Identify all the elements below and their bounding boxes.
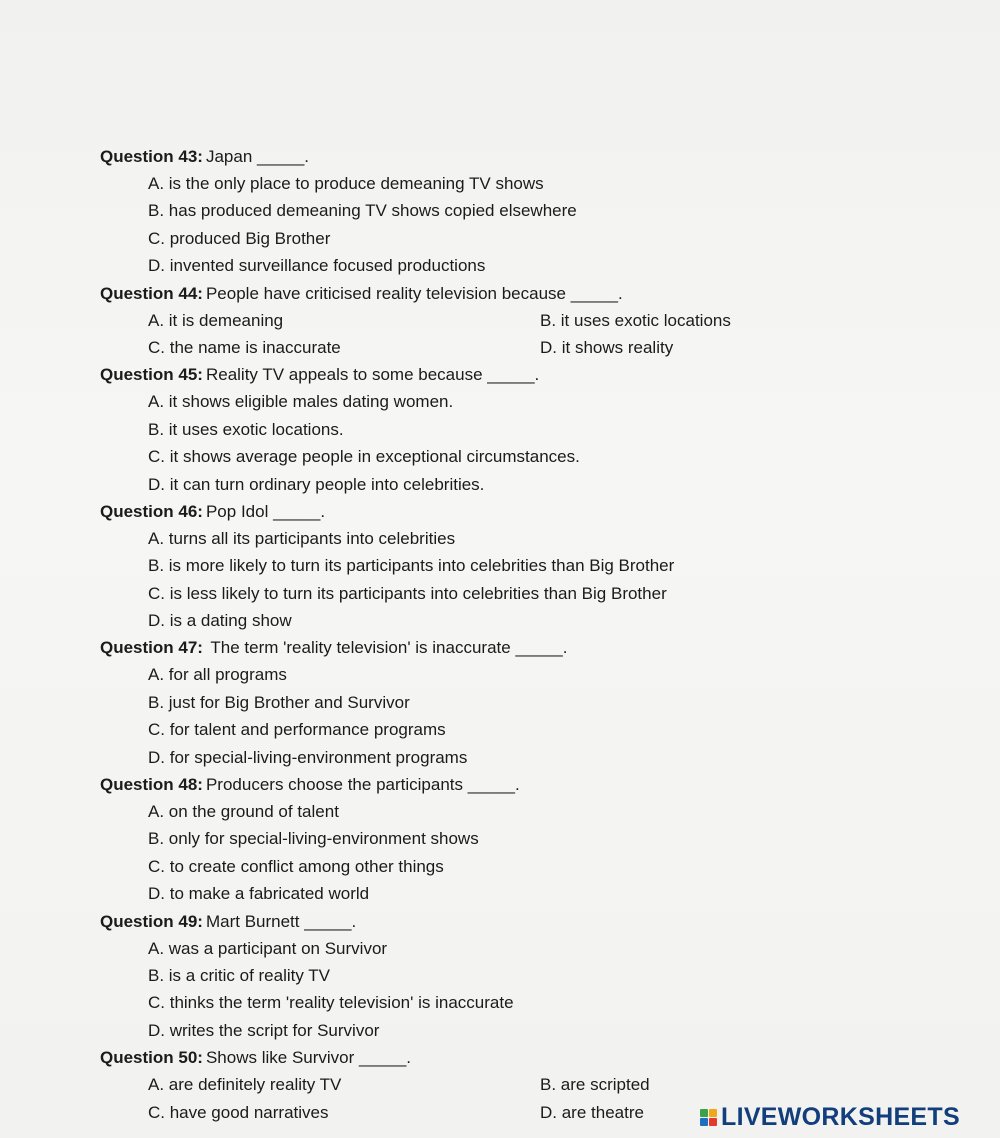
question-45 <box>100 361 980 498</box>
question-stem: Japan _____. <box>205 147 310 166</box>
answer-option: D. writes the script for Survivor <box>148 1020 380 1040</box>
question-label: Question 43: <box>100 147 203 166</box>
answer-option: D. invented surveillance focused productions <box>148 256 486 276</box>
answer-option: A. are definitely reality TV <box>148 1075 342 1095</box>
question-label: Question 47: <box>100 638 203 658</box>
answer-option: B. are scripted <box>540 1075 650 1095</box>
question-49 <box>100 908 980 1045</box>
answer-option: D. for special-living-environment programs <box>148 747 468 767</box>
answer-option: C. is less likely to turn its participants into celebrities than Big Brother <box>148 583 667 603</box>
answer-option: D. to make a fabricated world <box>148 884 370 904</box>
answer-options <box>100 935 980 1045</box>
question-heading <box>100 498 980 525</box>
answer-option: B. has produced demeaning TV shows copied elsewhere <box>148 201 577 221</box>
question-heading <box>100 634 980 661</box>
answer-options <box>100 170 980 280</box>
answer-options <box>100 307 980 362</box>
answer-options <box>100 798 980 908</box>
question-heading <box>100 280 980 307</box>
liveworksheets-logo[interactable] <box>700 1101 960 1133</box>
question-43 <box>100 143 980 280</box>
question-list <box>100 143 980 1126</box>
answer-option: A. it shows eligible males dating women. <box>148 392 454 412</box>
answer-options <box>100 388 980 498</box>
answer-option: C. to create conflict among other things <box>148 856 444 876</box>
question-heading <box>100 1044 980 1071</box>
answer-option: C. thinks the term 'reality television' is inaccurate <box>148 993 514 1013</box>
question-47 <box>100 634 980 771</box>
question-stem: Shows like Survivor _____. <box>205 1048 412 1068</box>
question-stem: Producers choose the participants _____. <box>205 775 520 795</box>
answer-option: B. it uses exotic locations <box>540 310 731 330</box>
liveworksheets-logo-icon <box>700 1109 717 1126</box>
question-stem: Mart Burnett _____. <box>205 911 357 931</box>
question-stem: Reality TV appeals to some because _____. <box>205 365 540 385</box>
question-stem: People have criticised reality television because _____. <box>205 283 623 303</box>
answer-option: A. for all programs <box>148 665 287 685</box>
answer-option: C. the name is inaccurate <box>148 337 341 357</box>
answer-option: A. turns all its participants into celebrities <box>148 528 456 548</box>
answer-option: D. it can turn ordinary people into celebrities. <box>148 474 485 494</box>
answer-option: C. it shows average people in exceptional circumstances. <box>148 447 580 467</box>
logo-text: LIVEWORKSHEETS <box>721 1102 960 1131</box>
question-heading <box>100 361 980 388</box>
question-heading <box>100 143 980 170</box>
answer-option: D. it shows reality <box>540 337 674 357</box>
answer-options <box>100 661 980 771</box>
question-stem: The term 'reality television' is inaccurate _____. <box>205 638 568 658</box>
answer-option: B. is a critic of reality TV <box>148 965 331 985</box>
answer-options <box>100 525 980 635</box>
question-label: Question 45: <box>100 365 203 385</box>
answer-option: C. for talent and performance programs <box>148 720 446 740</box>
question-48 <box>100 771 980 908</box>
question-label: Question 44: <box>100 283 203 303</box>
answer-option: B. is more likely to turn its participants into celebrities than Big Brother <box>148 556 675 576</box>
question-label: Question 49: <box>100 911 203 931</box>
answer-option: A. is the only place to produce demeaning TV shows <box>148 174 544 193</box>
answer-option: B. it uses exotic locations. <box>148 419 344 439</box>
question-heading <box>100 771 980 798</box>
question-label: Question 48: <box>100 775 203 795</box>
question-label: Question 50: <box>100 1048 203 1068</box>
answer-option: B. only for special-living-environment shows <box>148 829 479 849</box>
answer-option: A. was a participant on Survivor <box>148 938 388 958</box>
question-label: Question 46: <box>100 501 203 521</box>
answer-option: D. is a dating show <box>148 611 292 631</box>
answer-option: A. it is demeaning <box>148 310 284 330</box>
question-stem: Pop Idol _____. <box>205 501 326 521</box>
answer-option: B. just for Big Brother and Survivor <box>148 692 410 712</box>
answer-option: C. have good narratives <box>148 1102 329 1122</box>
question-heading <box>100 908 980 935</box>
answer-option: A. on the ground of talent <box>148 802 339 822</box>
answer-option: D. are theatre <box>540 1102 644 1122</box>
question-46 <box>100 498 980 635</box>
answer-option: C. produced Big Brother <box>148 228 331 248</box>
question-44 <box>100 280 980 362</box>
